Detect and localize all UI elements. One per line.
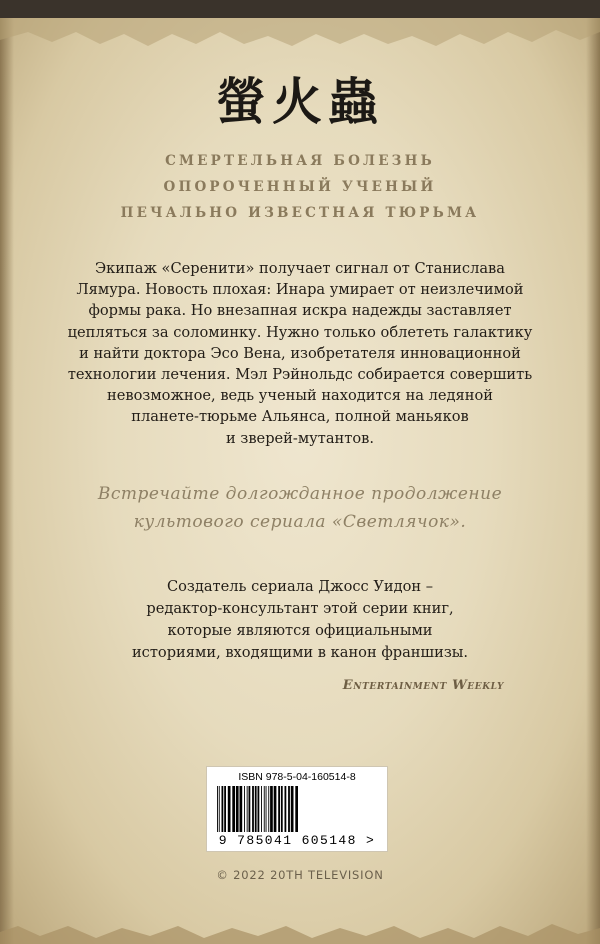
barcode-bar: [270, 786, 273, 832]
quote-attribution: Entertainment Weekly: [342, 678, 504, 693]
isbn-barcode: [206, 766, 388, 852]
barcode-bar: [278, 786, 280, 832]
creator-line: которые являются официальными: [167, 622, 433, 639]
barcode-bar: [281, 786, 283, 832]
synopsis-line: планете-тюрьме Альянса, полной маньяков: [131, 408, 469, 426]
synopsis-line: формы рака. Но внезапная искра надежды заставляет: [88, 302, 512, 320]
barcode-bar: [252, 786, 254, 832]
copyright-notice: © 2022 20TH TELEVISION: [216, 868, 384, 882]
synopsis-line: и найти доктора Эсо Вена, изобретателя инновационной: [79, 344, 521, 362]
barcode-bar: [240, 786, 243, 832]
barcode-bar: [295, 786, 298, 832]
tagline-1: СМЕРТЕЛЬНАЯ БОЛЕЗНЬ: [165, 153, 435, 169]
synopsis-text: [58, 258, 542, 449]
creator-line: редактор-консультант этой серии книг,: [146, 600, 454, 617]
ean-digits: 9 785041 605148 >: [218, 833, 376, 848]
chinese-title-glyphs: 螢火蟲: [216, 73, 384, 131]
barcode-bar: [255, 786, 257, 832]
creator-quote: [0, 576, 600, 664]
barcode-bar: [219, 786, 220, 832]
barcode-bar: [249, 786, 251, 832]
barcode-bar: [288, 786, 290, 832]
barcode-bar: [236, 786, 239, 832]
barcode-bar: [244, 786, 245, 832]
barcode-bar: [224, 786, 226, 832]
barcode-bar: [264, 786, 265, 832]
barcode-bar: [268, 786, 269, 832]
torn-paper-fringe: [0, 18, 600, 58]
barcode-bar: [266, 786, 267, 832]
synopsis-line: цепляться за соломинку. Нужно только облететь галактику: [67, 323, 533, 341]
tagline-block: [0, 148, 600, 226]
barcode-bar: [291, 786, 294, 832]
barcode-bar: [232, 786, 235, 832]
synopsis-line: Экипаж «Серенити» получает сигнал от Станислава: [95, 260, 505, 277]
tagline-3: ПЕЧАЛЬНО ИЗВЕСТНАЯ ТЮРЬМА: [120, 205, 480, 221]
synopsis-line: невозможное, ведь ученый находится на ледяной: [107, 387, 493, 405]
barcode-bar: [274, 786, 277, 832]
barcode-bar: [222, 786, 224, 832]
barcode-bar: [217, 786, 218, 832]
creator-line: Создатель сериала Джосс Уидон –: [166, 578, 434, 595]
synopsis-line: и зверей-мутантов.: [226, 429, 374, 447]
invite-line: Встречайте долгожданное продолжение: [97, 484, 503, 504]
isbn-label: ISBN 978-5-04-160514-8: [238, 771, 356, 783]
invite-text: [0, 480, 600, 536]
barcode-bars: [215, 786, 379, 832]
barcode-bar: [247, 786, 248, 832]
barcode-bar: [261, 786, 262, 832]
barcode-bar: [285, 786, 287, 832]
synopsis-line: Лямура. Новость плохая: Инара умирает от неизлечимой: [76, 281, 524, 299]
synopsis-line: технологии лечения. Мэл Рэйнольдс собирается совершить: [67, 366, 533, 384]
tagline-2: ОПОРОЧЕННЫЙ УЧЕНЫЙ: [163, 179, 437, 195]
barcode-bar: [258, 786, 260, 832]
barcode-bar: [228, 786, 231, 832]
torn-paper-bottom-edge: [0, 904, 600, 944]
creator-line: историями, входящими в канон франшизы.: [131, 644, 469, 661]
invite-line: культового сериала «Светлячок».: [133, 512, 467, 532]
